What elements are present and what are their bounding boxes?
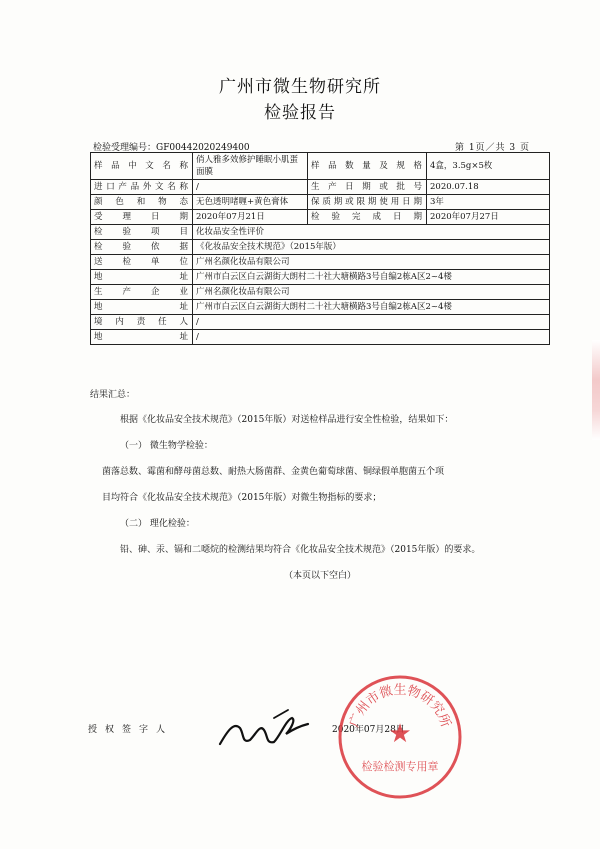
row-label: 样品中文名称 bbox=[91, 153, 193, 180]
row-label: 检验完成日期 bbox=[308, 210, 427, 225]
handwritten-signature bbox=[216, 700, 316, 750]
blank-note: （本页以下空白） bbox=[283, 571, 356, 581]
row-value: 俏人雅多效修护睡眠小肌蛋面膜 bbox=[193, 153, 308, 180]
table-row bbox=[91, 315, 550, 330]
row-label: 进口产品外文名称 bbox=[91, 180, 193, 195]
signoff-date: 2020年07月28日 bbox=[332, 725, 405, 735]
row-label: 颜色和物态 bbox=[91, 195, 193, 210]
row-label: 样品数量及规格 bbox=[308, 153, 427, 180]
sample-info-table bbox=[90, 152, 550, 345]
seal-bottom-text: 检验检测专用章 bbox=[361, 760, 439, 773]
row-value: 2020年07月21日 bbox=[193, 210, 308, 225]
table-row bbox=[91, 225, 550, 240]
row-label: 生产企业 bbox=[91, 285, 193, 300]
table-row bbox=[91, 285, 550, 300]
row-label: 地址 bbox=[91, 300, 193, 315]
table-row bbox=[91, 153, 550, 180]
seal-star-icon: ★ bbox=[388, 719, 412, 749]
row-value: 广州市白云区白云湖街大朗村二十社大塘横路3号自编2栋A区2~4楼 bbox=[193, 300, 550, 315]
receipt-number: 检验受理编号：GF00442020249400 bbox=[93, 143, 250, 153]
table-row bbox=[91, 330, 550, 345]
table-row bbox=[91, 195, 550, 210]
signoff bbox=[88, 722, 548, 735]
row-label: 地址 bbox=[91, 330, 193, 345]
table-row bbox=[91, 270, 550, 285]
row-value: 化妆品安全性评价 bbox=[193, 225, 550, 240]
table-row bbox=[91, 300, 550, 315]
signer-label: 授权签字人 bbox=[88, 725, 174, 735]
row-label: 受理日期 bbox=[91, 210, 193, 225]
section-physchem-title: （二） 理化检验： bbox=[120, 519, 195, 529]
table-row bbox=[91, 240, 550, 255]
section-physchem-body: 铅、砷、汞、镉和二噁烷的检测结果均符合《化妆品安全技术规范》（2015年版）的要求。 bbox=[120, 545, 481, 555]
report-title: 检验报告 bbox=[264, 103, 336, 123]
row-label: 境内责任人 bbox=[91, 315, 193, 330]
row-value: 广州名颜化妆品有限公司 bbox=[193, 255, 550, 270]
row-label: 检验依据 bbox=[91, 240, 193, 255]
section-microbiology-body: 菌落总数、霉菌和酵母菌总数、耐热大肠菌群、金黄色葡萄球菌、铜绿假单胞菌五个项 bbox=[102, 467, 445, 477]
row-label: 检验项目 bbox=[91, 225, 193, 240]
summary-intro: 根据《化妆品安全技术规范》（2015年版）对送检样品进行安全性检验，结果如下： bbox=[120, 415, 454, 425]
table-row bbox=[91, 210, 550, 225]
table-row bbox=[91, 255, 550, 270]
row-value: / bbox=[193, 330, 550, 345]
summary-title: 结果汇总： bbox=[90, 390, 136, 400]
row-label: 送检单位 bbox=[91, 255, 193, 270]
page-number: 第 1页／共 3 页 bbox=[454, 143, 530, 153]
section-microbiology-body-cont: 目均符合《化妆品安全技术规范》（2015年版）对微生物指标的要求； bbox=[102, 493, 382, 503]
seal-top-text: 广州市微生物研究所 bbox=[347, 683, 453, 730]
row-value: 《化妆品安全技术规范》（2015年版） bbox=[193, 240, 550, 255]
row-value: 2020.07.18 bbox=[427, 180, 550, 195]
row-value: 4盒，3.5g×5枚 bbox=[427, 153, 550, 180]
row-value: 广州名颜化妆品有限公司 bbox=[193, 285, 550, 300]
row-value: 广州市白云区白云湖街大朗村二十社大塘横路3号自编2栋A区2~4楼 bbox=[193, 270, 550, 285]
row-label: 地址 bbox=[91, 270, 193, 285]
row-value: 2020年07月27日 bbox=[427, 210, 550, 225]
row-value: 无色透明啫喱+黄色膏体 bbox=[193, 195, 308, 210]
official-seal bbox=[335, 672, 465, 802]
row-label: 生产日期或批号 bbox=[308, 180, 427, 195]
row-label: 保质期或限期使用日期 bbox=[308, 195, 427, 210]
table-row bbox=[91, 180, 550, 195]
row-value: / bbox=[193, 180, 308, 195]
row-value: 3年 bbox=[427, 195, 550, 210]
org-title: 广州市微生物研究所 bbox=[219, 77, 381, 97]
results-summary bbox=[90, 388, 550, 583]
row-value: / bbox=[193, 315, 550, 330]
section-microbiology-title: （一） 微生物学检验： bbox=[120, 441, 213, 451]
page-edge-seal-mark bbox=[592, 340, 600, 440]
